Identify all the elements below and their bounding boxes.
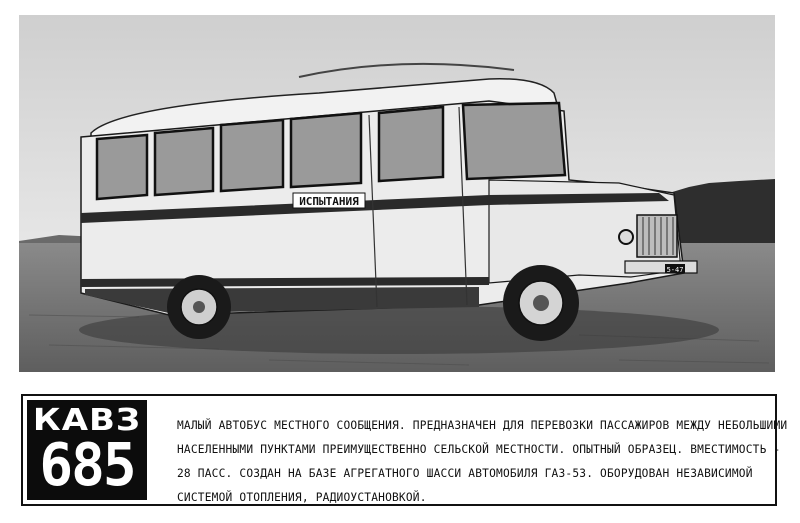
model-number: 685: [39, 431, 135, 500]
description-line: НАСЕЛЕННЫМИ ПУНКТАМИ ПРЕИМУЩЕСТВЕННО СЕЛЬСКОЙ МЕСТНОСТИ. ОПЫТНЫЙ ОБРАЗЕЦ. ВМЕСТИМОСТЬ -: [177, 443, 781, 456]
bus-illustration: [19, 15, 775, 372]
description-line: СИСТЕМОЙ ОТОПЛЕНИЯ, РАДИОУСТАНОВКОЙ.: [177, 491, 427, 504]
model-badge: [27, 400, 147, 500]
front-wheel: [503, 265, 579, 341]
rear-wheel: [167, 275, 231, 339]
caption-box: [21, 394, 788, 506]
description: [177, 414, 788, 510]
number-plate-text: 5-47: [666, 266, 684, 274]
headlight: [619, 230, 633, 244]
description-line: 28 ПАСС. СОЗДАН НА БАЗЕ АГРЕГАТНОГО ШАССИ АВТОМОБИЛЯ ГАЗ-53. ОБОРУДОВАН НЕЗАВИСИМОЙ: [177, 467, 753, 480]
brand-name: КАВЗ: [32, 402, 142, 438]
testing-sign-text: ИСПЫТАНИЯ: [299, 195, 359, 208]
bumper: [625, 261, 697, 273]
bus-photo: [19, 15, 775, 372]
description-line: МАЛЫЙ АВТОБУС МЕСТНОГО СООБЩЕНИЯ. ПРЕДНАЗНАЧЕН ДЛЯ ПЕРЕВОЗКИ ПАССАЖИРОВ МЕЖДУ НЕБОЛЬШИМИ: [177, 419, 788, 432]
